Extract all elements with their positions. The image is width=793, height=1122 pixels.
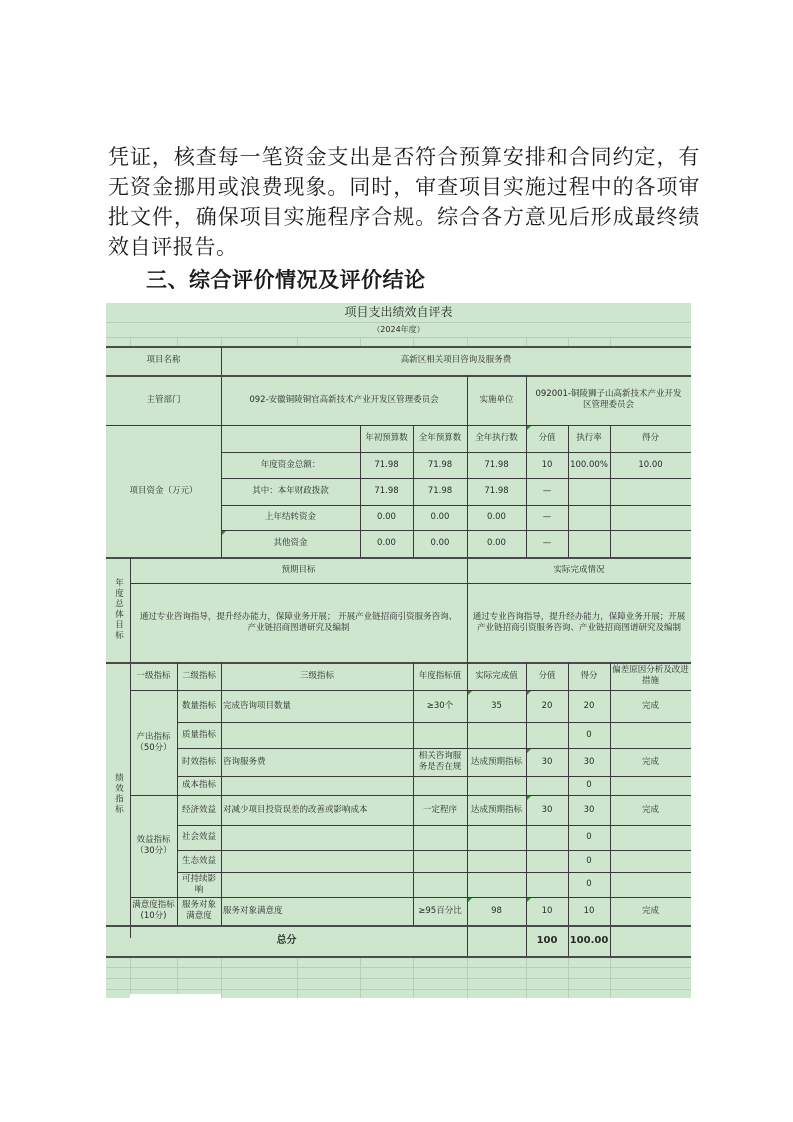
perf-actual: 35 [491,700,502,711]
perf-header: 年度指标值 [418,670,462,681]
funds-row-label: 年度资金总额： [260,459,321,470]
perf-actual [467,722,526,748]
funds-cell [568,505,610,530]
perf-level2: 生态效益 [181,855,216,866]
perf-note [610,722,691,748]
perf-actual: 达成预期指标 [470,756,522,767]
perf-level2: 社会效益 [181,832,216,842]
body-paragraph: 凭证，核查每一笔资金支出是否符合预算安排和合同约定，有无资金挪用或浪费现象。同时，审查项目实施过程中的各项审批文件，确保项目实施程序合规。综合各方意见后形成最终绩效自评报告。 [108,145,700,259]
perf-weight [526,872,568,897]
funds-row-label: 其他资金 [273,538,308,548]
table-year: （2024年度） [372,325,425,334]
funds-cell [610,530,691,557]
perf-level2: 服务对象满意度 [181,900,216,921]
funds-cell: 10 [541,459,553,470]
funds-header: 全年执行数 [475,433,518,443]
perf-target: 一定程序 [422,804,457,815]
unit-value: 092001-铜陵狮子山高新技术产业开发区管理委员会 [535,389,682,410]
perf-score: 20 [583,700,595,711]
funds-header: 执行率 [576,433,602,443]
perf-level2: 时效指标 [181,756,216,767]
expected-goal-header: 预期目标 [281,564,316,575]
funds-cell [568,530,610,557]
perf-target [413,776,467,795]
funds-cell: 0.00 [377,538,396,548]
perf-weight: 10 [541,905,553,916]
perf-header: 三级指标 [299,670,334,681]
perf-target [413,850,467,872]
perf-level3 [221,825,413,850]
perf-weight: 30 [541,756,553,767]
perf-score: 30 [583,804,595,815]
funds-cell: 10.00 [638,459,663,470]
perf-note [610,825,691,850]
perf-weight [526,776,568,795]
perf-target: ≥95百分比 [418,905,462,916]
funds-header: 得分 [641,433,659,443]
perf-target [413,872,467,897]
funds-cell: — [542,538,552,548]
funds-header: 全年预算数 [418,433,462,443]
project-name-label: 项目名称 [146,355,181,365]
total-score: 100.00 [569,935,609,946]
perf-header: 一级指标 [136,670,171,681]
perf-actual [467,776,526,795]
funds-label: 项目资金（万元） [129,485,198,496]
perf-level2: 数量指标 [181,700,216,711]
perf-level3 [221,872,413,897]
funds-cell: — [542,486,552,496]
funds-cell [568,478,610,505]
perf-actual [467,825,526,850]
performance-self-evaluation-table [106,303,691,998]
perf-target: 相关咨询服务是否在规 [418,751,462,772]
funds-cell: — [542,512,552,522]
funds-header: 分值 [538,433,556,443]
actual-result-header: 实际完成情况 [553,564,605,575]
funds-cell: 71.98 [484,459,509,470]
perf-level2: 经济效益 [181,804,216,815]
perf-weight [526,825,568,850]
funds-cell: 0.00 [430,538,450,548]
perf-level3: 服务对象满意度 [223,905,283,916]
perf-header: 二级指标 [181,670,216,681]
perf-level3: 完成咨询项目数量 [223,700,292,711]
actual-result-text: 通过专业咨询指导，提升经办能力，保障业务开展；开展产业链招商引资服务咨询、产业链招商图谱研究及编制 [472,611,686,633]
dept-label: 主管部门 [146,394,181,405]
expected-goal-text: 通过专业咨询指导，提升经办能力，保障业务开展； 开展产业链招商引资服务咨询、产业链招商图谱研究及编制 [139,611,458,633]
funds-cell [610,505,691,530]
funds-cell: 71.98 [484,486,509,496]
perf-header: 偏差原因分析及改进措施 [612,665,689,686]
perf-note [610,776,691,795]
funds-cell: 0.00 [430,512,450,522]
perf-level3 [221,722,413,748]
dept-value: 092-安徽铜陵铜官高新技术产业开发区管理委员会 [249,394,439,405]
perf-actual: 98 [491,905,502,916]
perf-level2: 质量指标 [181,729,216,740]
perf-actual [467,850,526,872]
unit-label: 实施单位 [479,394,514,405]
funds-cell: 71.98 [427,486,453,496]
perf-note: 完成 [641,905,659,916]
total-weight: 100 [536,935,558,946]
funds-cell: 100.00% [570,459,608,470]
perf-target [413,722,467,748]
perf-header: 得分 [580,670,598,681]
perf-actual [467,872,526,897]
perf-target: ≥30个 [426,700,454,711]
perf-note: 完成 [641,700,659,711]
perf-note: 完成 [641,804,659,815]
perf-level3: 对减少项目投资误差的改善或影响成本 [223,804,368,815]
funds-row-label: 其中：本年财政拨款 [252,486,329,496]
perf-note [610,850,691,872]
table-title: 项目支出绩效自评表 [344,305,453,319]
perf-level3: 咨询服务费 [223,756,266,767]
perf-header: 分值 [538,670,556,681]
perf-target [413,825,467,850]
section-heading: 三、综合评价情况及评价结论 [146,268,426,292]
perf-score: 30 [583,756,595,767]
perf-note [610,872,691,897]
funds-cell: 71.98 [427,459,453,470]
perf-score: 0 [586,879,592,889]
project-name-value: 高新区相关项目咨询及服务费 [400,355,512,365]
funds-row-label: 上年结转资金 [264,512,316,522]
perf-level3 [221,776,413,795]
funds-cell: 71.98 [374,486,399,496]
performance-side-label: 绩效指标 [113,772,124,815]
perf-score: 0 [586,780,592,790]
perf-group-label: 效益指标（30分） [135,835,172,856]
perf-score: 0 [586,855,592,866]
funds-cell: 0.00 [377,512,396,522]
perf-header: 实际完成值 [475,670,518,681]
funds-cell: 0.00 [487,512,506,522]
perf-group-label: 产出指标（50分） [135,731,172,753]
funds-cell: 0.00 [487,538,506,548]
perf-weight [526,722,568,748]
total-label: 总分 [276,935,297,946]
perf-score: 0 [586,832,592,842]
perf-level2: 可持续影响 [181,873,216,895]
perf-weight: 30 [541,804,553,815]
funds-cell: 71.98 [374,459,399,470]
perf-group-label: 满意度指标(10分) [132,900,175,921]
perf-note: 完成 [641,756,659,767]
perf-weight [526,850,568,872]
perf-level2: 成本指标 [181,780,216,790]
funds-cell [610,478,691,505]
perf-level3 [221,850,413,872]
perf-weight: 20 [541,700,553,711]
funds-header: 年初预算数 [365,433,408,443]
goals-side-label: 年度总体目标 [113,578,124,641]
perf-score: 10 [583,905,595,916]
perf-score: 0 [586,729,592,740]
perf-actual: 达成预期指标 [470,804,522,815]
